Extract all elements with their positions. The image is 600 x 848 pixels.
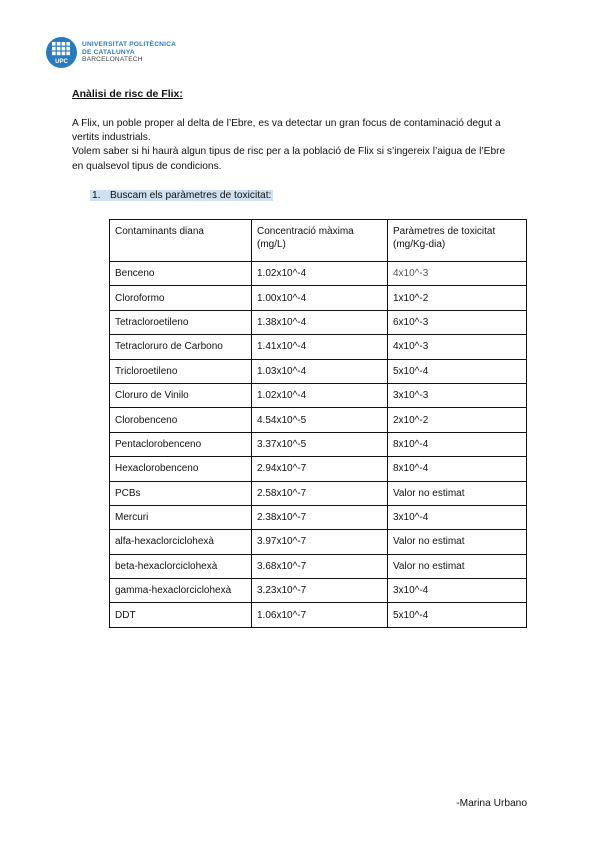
intro-paragraph-1: A Flix, un poble proper al delta de l’Ebre, es va detectar un gran focus de contaminació degut a vertits industrials. bbox=[72, 118, 501, 144]
logo-line-2: DE CATALUNYA bbox=[82, 48, 135, 56]
cell-concentration: 3.68x10^-7 bbox=[252, 554, 388, 578]
cell-concentration: 1.06x10^-7 bbox=[252, 603, 388, 627]
header-concentration: Concentració màxima (mg/L) bbox=[252, 220, 388, 262]
cell-toxicity: 6x10^-3 bbox=[388, 310, 527, 334]
header-toxicity: Paràmetres de toxicitat (mg/Kg-dia) bbox=[388, 220, 527, 262]
logo-text bbox=[82, 41, 176, 64]
table-row bbox=[110, 359, 527, 383]
cell-toxicity: 8x10^-4 bbox=[388, 432, 527, 456]
cell-concentration: 1.38x10^-4 bbox=[252, 310, 388, 334]
cell-concentration: 3.97x10^-7 bbox=[252, 530, 388, 554]
cell-contaminant: alfa-hexaclorciclohexà bbox=[110, 530, 252, 554]
cell-toxicity: 8x10^-4 bbox=[388, 457, 527, 481]
cell-toxicity: 4x10^-3 bbox=[388, 335, 527, 359]
table-row bbox=[110, 579, 527, 603]
cell-contaminant: Mercuri bbox=[110, 505, 252, 529]
table-header-row bbox=[110, 220, 527, 262]
section-number: 1. bbox=[92, 190, 101, 201]
table-row bbox=[110, 383, 527, 407]
cell-toxicity: 2x10^-2 bbox=[388, 408, 527, 432]
cell-toxicity: 3x10^-4 bbox=[388, 505, 527, 529]
table-row bbox=[110, 335, 527, 359]
cell-concentration: 2.38x10^-7 bbox=[252, 505, 388, 529]
table-row bbox=[110, 603, 527, 627]
author-signature: -Marina Urbano bbox=[456, 798, 527, 809]
cell-concentration: 1.02x10^-4 bbox=[252, 383, 388, 407]
cell-concentration: 4.54x10^-5 bbox=[252, 408, 388, 432]
logo-badge-text: UPC bbox=[55, 59, 68, 65]
cell-toxicity: Valor no estimat bbox=[388, 481, 527, 505]
header-contaminants: Contaminants diana bbox=[110, 220, 252, 262]
table-row bbox=[110, 286, 527, 310]
intro-text bbox=[72, 117, 512, 174]
cell-contaminant: Cloruro de Vinilo bbox=[110, 383, 252, 407]
cell-concentration: 2.94x10^-7 bbox=[252, 457, 388, 481]
document-title: Anàlisi de risc de Flix: bbox=[72, 88, 183, 100]
section-heading bbox=[90, 190, 273, 201]
table-row bbox=[110, 481, 527, 505]
table-row bbox=[110, 457, 527, 481]
cell-concentration: 1.03x10^-4 bbox=[252, 359, 388, 383]
cell-contaminant: gamma-hexaclorciclohexà bbox=[110, 579, 252, 603]
cell-contaminant: DDT bbox=[110, 603, 252, 627]
upc-logo bbox=[46, 37, 176, 68]
toxicity-table bbox=[109, 219, 527, 628]
cell-contaminant: Pentaclorobenceno bbox=[110, 432, 252, 456]
cell-toxicity: 3x10^-3 bbox=[388, 383, 527, 407]
cell-toxicity: 5x10^-4 bbox=[388, 603, 527, 627]
cell-toxicity: 1x10^-2 bbox=[388, 286, 527, 310]
cell-contaminant: Clorobenceno bbox=[110, 408, 252, 432]
cell-contaminant: Tetracloroetileno bbox=[110, 310, 252, 334]
cell-toxicity: Valor no estimat bbox=[388, 530, 527, 554]
cell-contaminant: PCBs bbox=[110, 481, 252, 505]
table-row bbox=[110, 505, 527, 529]
cell-contaminant: Tetracloruro de Carbono bbox=[110, 335, 252, 359]
cell-contaminant: beta-hexaclorciclohexà bbox=[110, 554, 252, 578]
cell-concentration: 1.00x10^-4 bbox=[252, 286, 388, 310]
cell-contaminant: Cloroformo bbox=[110, 286, 252, 310]
cell-concentration: 1.41x10^-4 bbox=[252, 335, 388, 359]
cell-concentration: 2.58x10^-7 bbox=[252, 481, 388, 505]
cell-contaminant: Benceno bbox=[110, 262, 252, 286]
cell-concentration: 1.02x10^-4 bbox=[252, 262, 388, 286]
table-row bbox=[110, 530, 527, 554]
table-row bbox=[110, 262, 527, 286]
upc-logo-icon bbox=[46, 37, 77, 68]
cell-toxicity: Valor no estimat bbox=[388, 554, 527, 578]
cell-toxicity: 3x10^-4 bbox=[388, 579, 527, 603]
cell-concentration: 3.23x10^-7 bbox=[252, 579, 388, 603]
logo-line-3: BARCELONATECH bbox=[82, 56, 143, 64]
cell-contaminant: Tricloroetileno bbox=[110, 359, 252, 383]
table-row bbox=[110, 432, 527, 456]
section-title: Buscam els paràmetres de toxicitat: bbox=[110, 190, 272, 201]
intro-paragraph-2: Volem saber si hi haurà algun tipus de risc per a la població de Flix si s’ingereix l’aigua de l’Ebre en qualsevol tipus de condicions. bbox=[72, 146, 506, 172]
cell-toxicity: 5x10^-4 bbox=[388, 359, 527, 383]
table-row bbox=[110, 310, 527, 334]
table-row bbox=[110, 554, 527, 578]
cell-contaminant: Hexaclorobenceno bbox=[110, 457, 252, 481]
cell-concentration: 3.37x10^-5 bbox=[252, 432, 388, 456]
cell-toxicity: 4x10^-3 bbox=[388, 262, 527, 286]
table-row bbox=[110, 408, 527, 432]
logo-line-1: UNIVERSITAT POLITÈCNICA bbox=[82, 41, 177, 49]
